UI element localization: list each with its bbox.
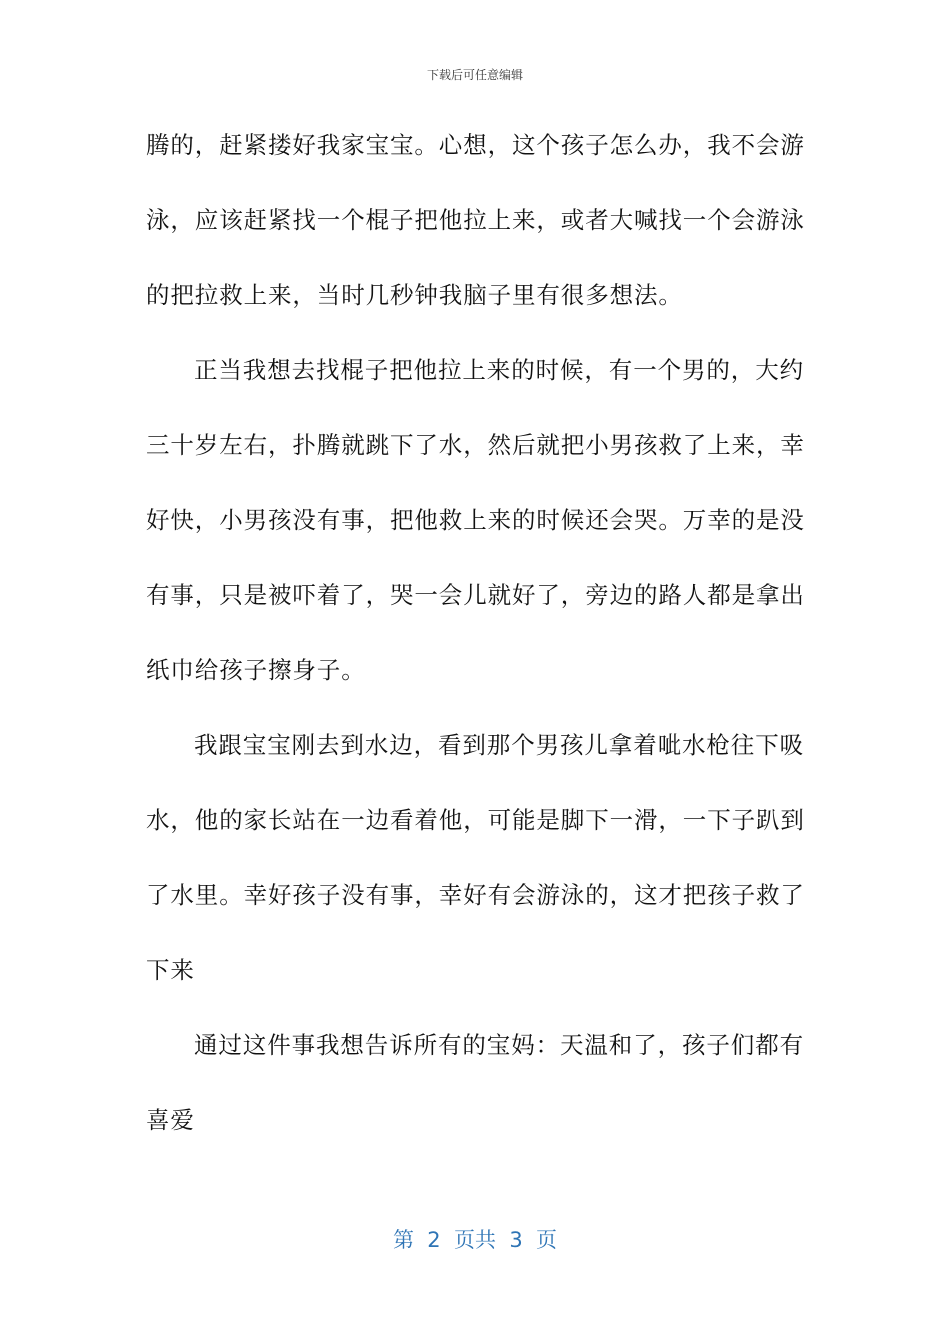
article-body (146, 108, 805, 1158)
text-line: 有事，只是被吓着了，哭一会儿就好了，旁边的路人都是拿出 (146, 581, 805, 609)
text-line: 了水里。幸好孩子没有事，幸好有会游泳的，这才把孩子救了 (146, 881, 805, 909)
paragraph-start-line: 通过这件事我想告诉所有的宝妈：天温和了，孩子们都有 (194, 1031, 804, 1059)
text-line: 水，他的家长站在一边看着他，可能是脚下一滑，一下子趴到 (146, 806, 805, 834)
text-line: 喜爱 (146, 1106, 195, 1134)
text-line: 三十岁左右，扑腾就跳下了水，然后就把小男孩救了上来，幸 (146, 431, 805, 459)
page-header: 下载后可任意编辑 (426, 68, 523, 82)
page-footer: 第 2 页共 3 页 (392, 1228, 558, 1252)
text-line: 下来 (146, 956, 195, 984)
paragraph-start-line: 正当我想去找棍子把他拉上来的时候，有一个男的，大约 (194, 356, 804, 384)
paragraph-start-line: 我跟宝宝刚去到水边，看到那个男孩儿拿着呲水枪往下吸 (194, 731, 804, 759)
text-line: 泳，应该赶紧找一个棍子把他拉上来，或者大喊找一个会游泳 (146, 206, 805, 234)
text-line: 的把拉救上来，当时几秒钟我脑子里有很多想法。 (146, 281, 683, 309)
text-line: 纸巾给孩子擦身子。 (146, 656, 366, 684)
text-line: 腾的，赶紧搂好我家宝宝。心想，这个孩子怎么办，我不会游 (146, 131, 805, 159)
text-line: 好快，小男孩没有事，把他救上来的时候还会哭。万幸的是没 (146, 506, 805, 534)
